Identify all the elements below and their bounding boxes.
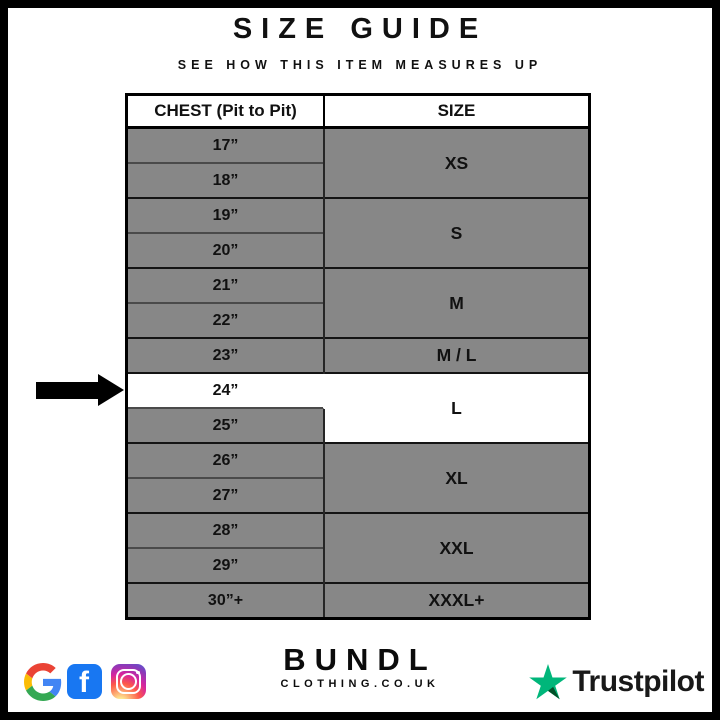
brand-name: BUNDL xyxy=(283,642,437,677)
table-row xyxy=(127,583,590,619)
trustpilot-logo xyxy=(529,664,704,700)
chest-cell: 19” xyxy=(127,198,325,233)
size-cell: M / L xyxy=(324,338,590,373)
arrow-head xyxy=(98,374,124,406)
chest-cell: 17” xyxy=(127,128,325,164)
table-row xyxy=(127,443,590,478)
chest-cell: 28” xyxy=(127,513,325,548)
chest-cell: 20” xyxy=(127,233,325,268)
chest-cell: 21” xyxy=(127,268,325,303)
chest-cell: 26” xyxy=(127,443,325,478)
chest-cell: 24” xyxy=(127,373,325,408)
chest-cell: 23” xyxy=(127,338,325,373)
arrow-shaft xyxy=(36,382,100,399)
table-row xyxy=(127,373,590,408)
chest-cell: 22” xyxy=(127,303,325,338)
size-table-body xyxy=(127,128,590,619)
chest-cell: 29” xyxy=(127,548,325,583)
facebook-icon: f xyxy=(67,664,102,699)
chest-cell: 25” xyxy=(127,408,325,443)
table-row xyxy=(127,268,590,303)
size-cell: S xyxy=(324,198,590,268)
table-row xyxy=(127,128,590,164)
size-cell: M xyxy=(324,268,590,338)
chest-cell: 18” xyxy=(127,163,325,198)
page-subtitle: SEE HOW THIS ITEM MEASURES UP xyxy=(177,58,543,72)
page-title: SIZE GUIDE xyxy=(232,13,488,45)
table-header-row xyxy=(127,95,590,128)
size-cell: L xyxy=(324,373,590,443)
table-row xyxy=(127,198,590,233)
trustpilot-star-icon xyxy=(529,664,567,700)
size-cell: XXXL+ xyxy=(324,583,590,619)
size-column-header: SIZE xyxy=(324,95,590,128)
table-row xyxy=(127,513,590,548)
table-row xyxy=(127,338,590,373)
chest-cell: 27” xyxy=(127,478,325,513)
size-cell: XXL xyxy=(324,513,590,583)
size-cell: XL xyxy=(324,443,590,513)
chest-column-header: CHEST (Pit to Pit) xyxy=(127,95,325,128)
chest-cell: 30”+ xyxy=(127,583,325,619)
selected-row-arrow-icon xyxy=(36,374,124,407)
size-table xyxy=(125,93,591,620)
trustpilot-label: Trustpilot xyxy=(572,665,704,698)
size-cell: XS xyxy=(324,128,590,199)
brand-domain: CLOTHING.CO.UK xyxy=(280,678,440,690)
